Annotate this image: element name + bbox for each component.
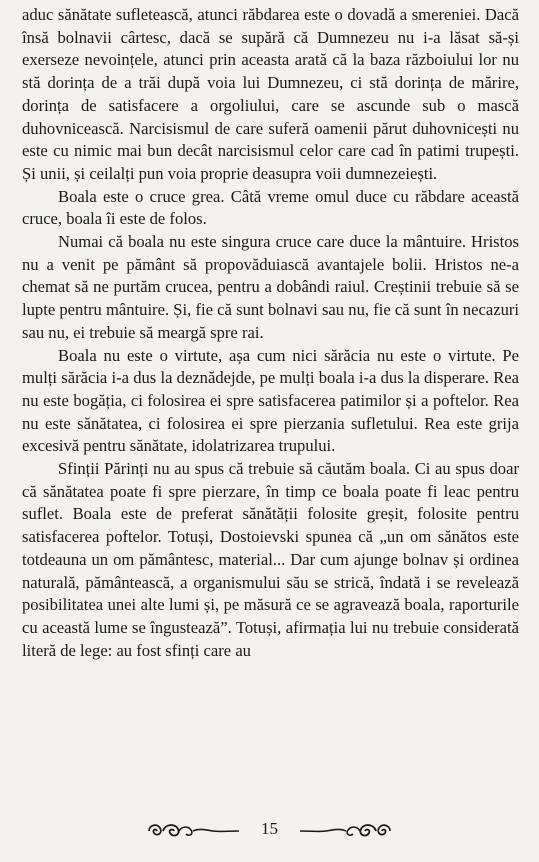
left-flourish-ornament-icon — [143, 817, 239, 841]
right-flourish-ornament-icon — [300, 817, 396, 841]
body-text — [22, 4, 519, 662]
page-footer — [0, 814, 539, 844]
paragraph-continued: aduc sănătate sufletească, atunci răbdarea este o dovadă a smereniei. Dacă însă bolnavii cârtesc, dacă se supără că Dumnezeu nu i-a lăsat să-și exerseze nevoințele, atunci prin aceasta arată că la baza războiului lor nu stă dorința de a trăi după voia lui Dumnezeu, ci stă dorința de mărire, dorința de satisfacere a orgoliului, care se ascunde sub o mască duhovnicească. Narcisismul de care suferă oamenii părut duhovnicești nu este cu nimic mai bun decât narcisismul celor care cad în patimi trupești. Și unii, și ceilalți pun voia proprie deasupra voii dumnezeiești. — [22, 5, 519, 183]
paragraph-cross: Boala este o cruce grea. Câtă vreme omul duce cu răbdare această cruce, boala îi este de folos. — [22, 186, 519, 229]
paragraph-salvation: Numai că boala nu este singura cruce care duce la mântuire. Hristos nu a venit pe pământ să propovăduiască avantajele bolii. Hristos ne-a chemat să ne purtăm crucea, pentru a dobândi raiul. Creștinii trebuie să se lupte pentru mântuire. Și, fie că sunt bolnavi sau nu, fie că sunt în necazuri sau nu, ei trebuie să meargă spre rai. — [22, 232, 519, 342]
page-number: 15 — [261, 819, 278, 838]
paragraph-virtue: Boala nu este o virtute, așa cum nici sărăcia nu este o virtute. Pe mulți sărăcia i-a dus la deznădejde, pe mulți boala i-a dus la disperare. Rea nu este bogăția, ci folosirea ei spre satisfacerea patimilor și a poftelor. Rea nu este sănătatea, ci folosirea ei spre pierzania sufletului. Rea este grija excesivă pentru sănătate, idolatrizarea trupului. — [22, 345, 519, 456]
paragraph-holy-fathers: Sfinții Părinți nu au spus că trebuie să căutăm boala. Ci au spus doar că sănătatea poate fi spre pierzare, în timp ce boala poate fi leac pentru suflet. Boala este de preferat sănătății folosite greșit, folosite pentru satisfacerea poftelor. Totuși, Dostoievski spunea că „un om sănătos este totdeauna un om pământesc, material... Dar cum ajunge bolnav și ordinea naturală, pământească, a organismului său se strică, îndată i se revelează posibilitatea unei alte lumi și, pe măsură ce se agravează boala, raporturile cu această lume se îngustează”. Totuși, afirmația lui nu trebuie considerată literă de lege: au fost sfinți care au — [22, 459, 519, 660]
